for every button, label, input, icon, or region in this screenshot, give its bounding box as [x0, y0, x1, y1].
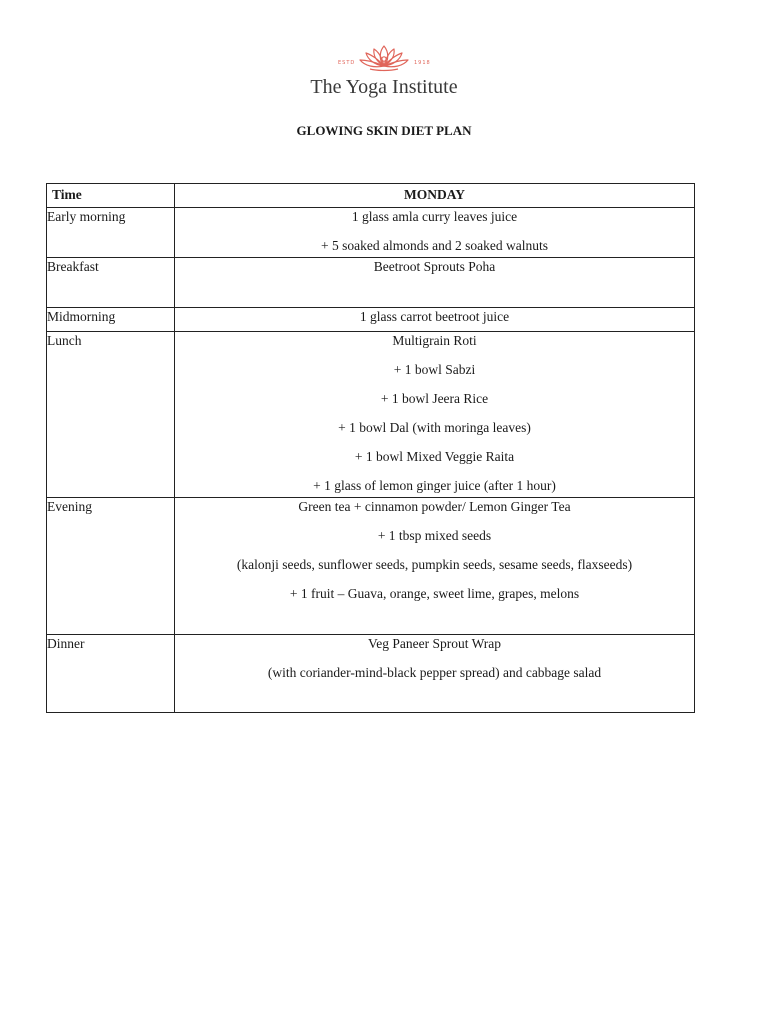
row-time-early-morning: Early morning: [47, 208, 175, 258]
logo-estd-label: ESTD: [338, 60, 356, 66]
meal-item: + 5 soaked almonds and 2 soaked walnuts: [321, 238, 548, 253]
diet-plan-table: [46, 183, 695, 713]
meal-item: Multigrain Roti: [392, 333, 477, 348]
table-row: [47, 635, 695, 713]
row-time-lunch: Lunch: [47, 332, 175, 498]
header-time: Time: [47, 184, 175, 208]
meal-item: + 1 glass of lemon ginger juice (after 1 hour): [313, 478, 556, 493]
meal-item: 1 glass amla curry leaves juice: [351, 209, 518, 224]
meal-item: Green tea + cinnamon powder/ Lemon Ginger Tea: [298, 499, 571, 514]
table-row: [47, 308, 695, 332]
meal-item: Beetroot Sprouts Poha: [373, 259, 496, 274]
table-row: [47, 498, 695, 635]
institute-logo: [0, 40, 768, 104]
meal-item: + 1 fruit – Guava, orange, sweet lime, grapes, melons: [289, 586, 580, 601]
meal-item: (with coriander-mind-black pepper spread) and cabbage salad: [267, 665, 602, 680]
table-header-row: [47, 184, 695, 208]
row-meal-evening: [175, 498, 695, 635]
meal-item: 1 glass carrot beetroot juice: [359, 309, 510, 324]
meal-item: (kalonji seeds, sunflower seeds, pumpkin seeds, sesame seeds, flaxseeds): [236, 557, 633, 572]
row-time-midmorning: Midmorning: [47, 308, 175, 332]
row-meal-midmorning: [175, 308, 695, 332]
row-time-evening: Evening: [47, 498, 175, 635]
table-row: [47, 258, 695, 308]
logo-year-label: 1918: [414, 60, 431, 66]
meal-item: + 1 bowl Mixed Veggie Raita: [354, 449, 515, 464]
meal-item: + 1 bowl Jeera Rice: [380, 391, 489, 406]
row-time-dinner: Dinner: [47, 635, 175, 713]
document-title: GLOWING SKIN DIET PLAN: [296, 123, 472, 138]
row-meal-early-morning: [175, 208, 695, 258]
row-meal-dinner: [175, 635, 695, 713]
row-time-breakfast: Breakfast: [47, 258, 175, 308]
meal-item: + 1 bowl Sabzi: [393, 362, 476, 377]
meal-item: + 1 bowl Dal (with moringa leaves): [338, 420, 531, 435]
table-row: [47, 332, 695, 498]
brand-name: The Yoga Institute: [310, 76, 458, 98]
row-meal-breakfast: [175, 258, 695, 308]
meal-item: Veg Paneer Sprout Wrap: [367, 636, 502, 651]
row-meal-lunch: [175, 332, 695, 498]
header-day: MONDAY: [175, 184, 695, 208]
table-row: [47, 208, 695, 258]
meal-item: + 1 tbsp mixed seeds: [377, 528, 492, 543]
lotus-icon: [356, 42, 412, 76]
